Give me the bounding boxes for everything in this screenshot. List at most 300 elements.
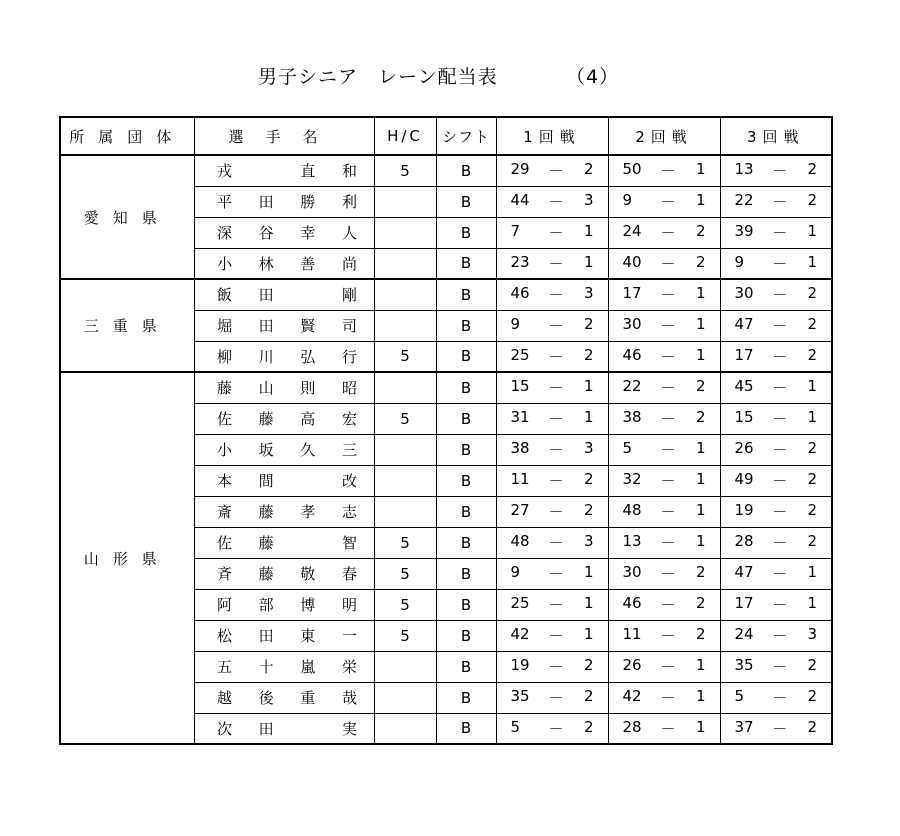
lane-number: 38 — [622, 408, 642, 426]
round-3-cell — [720, 310, 832, 341]
name-char: 戎 — [216, 162, 232, 181]
separator-dash: － — [772, 596, 788, 614]
name-char: 則 — [300, 379, 316, 398]
separator-dash: － — [548, 224, 564, 242]
box-number: 1 — [695, 717, 706, 736]
lane-number: 19 — [510, 656, 530, 674]
round-1-cell — [496, 248, 608, 279]
name-char: 行 — [341, 347, 357, 366]
name-char: 藤 — [258, 565, 274, 583]
box-number: 1 — [695, 345, 706, 364]
lane-number: 45 — [734, 377, 754, 396]
box-number: 2 — [807, 717, 817, 736]
shift-cell: B — [436, 713, 496, 744]
separator-dash: － — [660, 317, 676, 335]
separator-dash: － — [548, 719, 564, 738]
name-char: 後 — [258, 689, 274, 707]
lane-number: 35 — [510, 687, 530, 705]
name-char: 阿 — [216, 596, 232, 614]
separator-dash: － — [660, 162, 676, 181]
round-1-cell — [496, 682, 608, 713]
round-3-cell — [720, 620, 832, 651]
lane-number: 24 — [622, 222, 642, 240]
box-number: 2 — [807, 345, 817, 364]
separator-dash: － — [548, 503, 564, 521]
name-char: 田 — [258, 627, 274, 645]
name-char: 人 — [341, 224, 357, 242]
box-number: 3 — [583, 532, 594, 550]
round-3-cell — [720, 651, 832, 682]
round-1-cell — [496, 620, 608, 651]
name-char: 間 — [258, 472, 274, 490]
box-number: 1 — [695, 532, 706, 550]
lane-number: 5 — [734, 687, 745, 705]
box-number: 2 — [807, 191, 817, 209]
lane-number: 13 — [622, 532, 642, 550]
name-char: 勝 — [300, 193, 316, 211]
lane-number: 30 — [622, 563, 642, 581]
table-body — [60, 155, 832, 744]
name-char: 松 — [216, 627, 232, 645]
shift-cell: B — [436, 682, 496, 713]
shift-cell: B — [436, 589, 496, 620]
round-2-cell — [608, 248, 720, 279]
round-2-cell — [608, 155, 720, 186]
round-2-cell — [608, 403, 720, 434]
round-3-cell — [720, 186, 832, 217]
lane-number: 29 — [510, 160, 530, 179]
separator-dash: － — [548, 254, 564, 273]
separator-dash: － — [772, 410, 788, 428]
name-char: 弘 — [300, 347, 316, 366]
box-number: 1 — [583, 594, 594, 612]
round-2-cell — [608, 217, 720, 248]
round-3-cell — [720, 682, 832, 713]
player-name-cell — [194, 713, 374, 744]
name-char: 谷 — [258, 224, 274, 242]
separator-dash: － — [548, 627, 564, 645]
hc-cell: 5 — [374, 403, 436, 434]
separator-dash: － — [772, 658, 788, 676]
separator-dash: － — [548, 472, 564, 490]
name-char: 重 — [300, 689, 316, 707]
hc-cell: 5 — [374, 620, 436, 651]
header-shift: シフト — [436, 117, 496, 155]
round-2-cell — [608, 372, 720, 403]
name-char: 昭 — [341, 379, 357, 398]
player-name-cell — [194, 217, 374, 248]
hc-cell — [374, 496, 436, 527]
name-char: 司 — [341, 317, 357, 335]
round-1-cell — [496, 434, 608, 465]
lane-number: 28 — [734, 532, 754, 550]
round-2-cell — [608, 465, 720, 496]
name-char: 田 — [258, 719, 274, 738]
name-char: 孝 — [300, 503, 316, 521]
lane-number: 49 — [734, 470, 754, 488]
hc-cell: 5 — [374, 341, 436, 372]
lane-number: 9 — [734, 252, 745, 271]
shift-cell: B — [436, 651, 496, 682]
name-char: 本 — [216, 472, 232, 490]
box-number: 2 — [807, 687, 817, 705]
separator-dash: － — [548, 689, 564, 707]
round-1-cell — [496, 310, 608, 341]
box-number: 3 — [583, 439, 594, 457]
separator-dash: － — [772, 317, 788, 335]
header-round-1: 1回戦 — [496, 117, 608, 155]
separator-dash: － — [772, 347, 788, 366]
separator-dash: － — [660, 565, 676, 583]
round-1-cell — [496, 713, 608, 744]
hc-cell — [374, 713, 436, 744]
separator-dash: － — [772, 441, 788, 459]
lane-number: 46 — [622, 345, 642, 364]
name-char: 平 — [216, 193, 232, 211]
box-number: 1 — [695, 501, 706, 519]
name-char: 斎 — [216, 503, 232, 521]
separator-dash: － — [660, 503, 676, 521]
round-3-cell — [720, 279, 832, 310]
name-char: 次 — [216, 719, 232, 738]
box-number: 1 — [583, 222, 594, 240]
shift-cell: B — [436, 620, 496, 651]
round-2-cell — [608, 620, 720, 651]
lane-number: 17 — [622, 284, 642, 303]
name-char: 直 — [300, 162, 316, 181]
name-char: 堀 — [216, 317, 232, 335]
round-3-cell — [720, 372, 832, 403]
box-number: 2 — [695, 252, 706, 271]
separator-dash: － — [548, 658, 564, 676]
round-1-cell — [496, 217, 608, 248]
shift-cell: B — [436, 155, 496, 186]
round-1-cell — [496, 589, 608, 620]
box-number: 1 — [583, 408, 594, 426]
separator-dash: － — [548, 162, 564, 181]
player-name-cell — [194, 465, 374, 496]
name-char: 志 — [341, 503, 357, 521]
separator-dash: － — [772, 534, 788, 552]
box-number: 3 — [583, 284, 594, 303]
shift-cell: B — [436, 217, 496, 248]
round-2-cell — [608, 186, 720, 217]
separator-dash: － — [660, 254, 676, 273]
round-2-cell — [608, 279, 720, 310]
box-number: 2 — [695, 563, 706, 581]
name-char: 三 — [341, 441, 357, 459]
round-3-cell — [720, 155, 832, 186]
round-3-cell — [720, 465, 832, 496]
separator-dash: － — [660, 441, 676, 459]
player-name-cell — [194, 589, 374, 620]
hc-cell — [374, 186, 436, 217]
name-char: 田 — [258, 286, 274, 305]
round-1-cell — [496, 465, 608, 496]
round-1-cell — [496, 279, 608, 310]
player-name-cell — [194, 682, 374, 713]
player-name-cell — [194, 403, 374, 434]
separator-dash: － — [772, 472, 788, 490]
separator-dash: － — [548, 565, 564, 583]
hc-cell: 5 — [374, 558, 436, 589]
round-3-cell — [720, 434, 832, 465]
separator-dash: － — [548, 441, 564, 459]
box-number: 2 — [583, 315, 594, 333]
box-number: 3 — [807, 625, 817, 643]
box-number: 2 — [807, 656, 817, 674]
name-char: 斉 — [216, 565, 232, 583]
separator-dash: － — [660, 224, 676, 242]
name-char: 小 — [216, 254, 232, 273]
separator-dash: － — [660, 193, 676, 211]
separator-dash: － — [660, 689, 676, 707]
box-number: 1 — [807, 252, 817, 271]
shift-cell: B — [436, 248, 496, 279]
round-3-cell — [720, 248, 832, 279]
separator-dash: － — [660, 286, 676, 305]
box-number: 2 — [695, 594, 706, 612]
name-char: 田 — [258, 193, 274, 211]
header-pref: 所属団体 — [60, 117, 194, 155]
player-name-cell — [194, 186, 374, 217]
lane-number: 17 — [734, 594, 754, 612]
round-3-cell — [720, 217, 832, 248]
box-number: 2 — [807, 315, 817, 333]
player-name-cell — [194, 310, 374, 341]
separator-dash: － — [548, 534, 564, 552]
hc-cell: 5 — [374, 527, 436, 558]
name-char: 哉 — [341, 689, 357, 707]
separator-dash: － — [772, 286, 788, 305]
lane-number: 30 — [734, 284, 754, 303]
separator-dash: － — [548, 317, 564, 335]
lane-number: 11 — [510, 470, 530, 488]
lane-number: 32 — [622, 470, 642, 488]
separator-dash: － — [660, 534, 676, 552]
lane-number: 31 — [510, 408, 530, 426]
box-number: 2 — [695, 377, 706, 396]
separator-dash: － — [660, 379, 676, 398]
name-char: 藤 — [258, 503, 274, 521]
header-round-2: 2回戦 — [608, 117, 720, 155]
hc-cell — [374, 372, 436, 403]
name-char: 佐 — [216, 410, 232, 428]
name-char: 剛 — [341, 286, 357, 305]
hc-cell — [374, 279, 436, 310]
header-hc: H/C — [374, 117, 436, 155]
round-2-cell — [608, 558, 720, 589]
box-number: 1 — [695, 191, 706, 209]
name-char: 実 — [341, 719, 357, 738]
table-row — [60, 372, 832, 403]
separator-dash: － — [660, 627, 676, 645]
title-text: 男子シニア レーン配当表 — [258, 66, 498, 88]
lane-number: 22 — [734, 191, 754, 209]
shift-cell: B — [436, 403, 496, 434]
separator-dash: － — [772, 719, 788, 738]
box-number: 2 — [583, 687, 594, 705]
header-row — [60, 117, 832, 155]
lane-number: 26 — [734, 439, 754, 457]
box-number: 3 — [583, 191, 594, 209]
box-number: 1 — [583, 252, 594, 271]
lane-number: 35 — [734, 656, 754, 674]
title-number: （4） — [566, 66, 620, 88]
hc-cell — [374, 310, 436, 341]
lane-number: 48 — [622, 501, 642, 519]
name-char: 藤 — [258, 410, 274, 428]
box-number: 2 — [695, 222, 706, 240]
round-2-cell — [608, 434, 720, 465]
name-char: 尚 — [341, 254, 357, 273]
pref-cell: 三重県 — [60, 279, 194, 372]
name-char: 藤 — [216, 379, 232, 398]
round-2-cell — [608, 496, 720, 527]
separator-dash: － — [772, 162, 788, 181]
name-char — [258, 160, 274, 181]
round-2-cell — [608, 589, 720, 620]
lane-number: 5 — [510, 717, 521, 736]
lane-number: 39 — [734, 222, 754, 240]
table-row — [60, 279, 832, 310]
name-char: 明 — [341, 596, 357, 614]
box-number: 2 — [695, 408, 706, 426]
box-number: 2 — [583, 470, 594, 488]
round-1-cell — [496, 186, 608, 217]
lane-number: 23 — [510, 252, 530, 271]
separator-dash: － — [548, 347, 564, 366]
box-number: 2 — [807, 284, 817, 303]
name-char: 深 — [216, 224, 232, 242]
box-number: 1 — [807, 408, 817, 426]
box-number: 1 — [695, 439, 706, 457]
separator-dash: － — [772, 565, 788, 583]
player-name-cell — [194, 620, 374, 651]
lane-number: 27 — [510, 501, 530, 519]
round-3-cell — [720, 496, 832, 527]
player-name-cell — [194, 372, 374, 403]
name-char: 嵐 — [300, 658, 316, 676]
name-char: 東 — [300, 627, 316, 645]
lane-number: 11 — [622, 625, 642, 643]
separator-dash: － — [660, 719, 676, 738]
name-char: 利 — [341, 193, 357, 211]
name-char: 宏 — [341, 410, 357, 428]
separator-dash: － — [548, 286, 564, 305]
lane-number: 25 — [510, 345, 530, 364]
lane-number: 9 — [510, 563, 521, 581]
header-name: 選手名 — [194, 117, 374, 155]
box-number: 2 — [807, 439, 817, 457]
name-char: 田 — [258, 317, 274, 335]
round-1-cell — [496, 651, 608, 682]
shift-cell: B — [436, 341, 496, 372]
lane-number: 5 — [622, 439, 633, 457]
hc-cell: 5 — [374, 589, 436, 620]
box-number: 1 — [807, 563, 817, 581]
separator-dash: － — [660, 658, 676, 676]
player-name-cell — [194, 279, 374, 310]
box-number: 1 — [695, 160, 706, 179]
name-char: 幸 — [300, 224, 316, 242]
name-char — [300, 284, 316, 305]
box-number: 1 — [695, 315, 706, 333]
box-number: 2 — [583, 160, 594, 179]
lane-number: 26 — [622, 656, 642, 674]
separator-dash: － — [660, 472, 676, 490]
lane-number: 24 — [734, 625, 754, 643]
lane-number: 15 — [734, 408, 754, 426]
lane-number: 13 — [734, 160, 754, 179]
round-3-cell — [720, 341, 832, 372]
lane-number: 47 — [734, 563, 754, 581]
box-number: 2 — [583, 501, 594, 519]
box-number: 1 — [583, 625, 594, 643]
lane-number: 7 — [510, 222, 521, 240]
name-char: 越 — [216, 689, 232, 707]
shift-cell: B — [436, 372, 496, 403]
round-3-cell — [720, 558, 832, 589]
shift-cell: B — [436, 558, 496, 589]
round-2-cell — [608, 310, 720, 341]
name-char: 博 — [300, 596, 316, 614]
shift-cell: B — [436, 186, 496, 217]
separator-dash: － — [660, 596, 676, 614]
name-char: 佐 — [216, 534, 232, 552]
pref-cell: 山形県 — [60, 372, 194, 744]
player-name-cell — [194, 248, 374, 279]
round-2-cell — [608, 341, 720, 372]
hc-cell — [374, 682, 436, 713]
name-char: 一 — [341, 627, 357, 645]
box-number: 1 — [807, 377, 817, 396]
header-round-3: 3回戦 — [720, 117, 832, 155]
box-number: 1 — [695, 470, 706, 488]
lane-number: 9 — [622, 191, 633, 209]
box-number: 1 — [695, 656, 706, 674]
name-char — [300, 718, 316, 739]
box-number: 2 — [807, 470, 817, 488]
name-char — [300, 532, 316, 553]
name-char: 藤 — [258, 534, 274, 552]
separator-dash: － — [548, 596, 564, 614]
round-1-cell — [496, 496, 608, 527]
box-number: 1 — [807, 222, 817, 240]
hc-cell — [374, 248, 436, 279]
player-name-cell — [194, 496, 374, 527]
shift-cell: B — [436, 434, 496, 465]
name-char: 高 — [300, 410, 316, 428]
name-char: 十 — [258, 658, 274, 676]
lane-number: 38 — [510, 439, 530, 457]
lane-number: 28 — [622, 717, 642, 736]
separator-dash: － — [548, 193, 564, 211]
separator-dash: － — [772, 689, 788, 707]
shift-cell: B — [436, 496, 496, 527]
box-number: 2 — [695, 625, 706, 643]
player-name-cell — [194, 434, 374, 465]
lane-number: 22 — [622, 377, 642, 396]
box-number: 1 — [695, 687, 706, 705]
name-char: 栄 — [341, 658, 357, 676]
name-char: 柳 — [216, 347, 232, 366]
lane-number: 50 — [622, 160, 642, 179]
round-2-cell — [608, 527, 720, 558]
hc-cell — [374, 651, 436, 682]
player-name-cell — [194, 155, 374, 186]
box-number: 1 — [583, 563, 594, 581]
